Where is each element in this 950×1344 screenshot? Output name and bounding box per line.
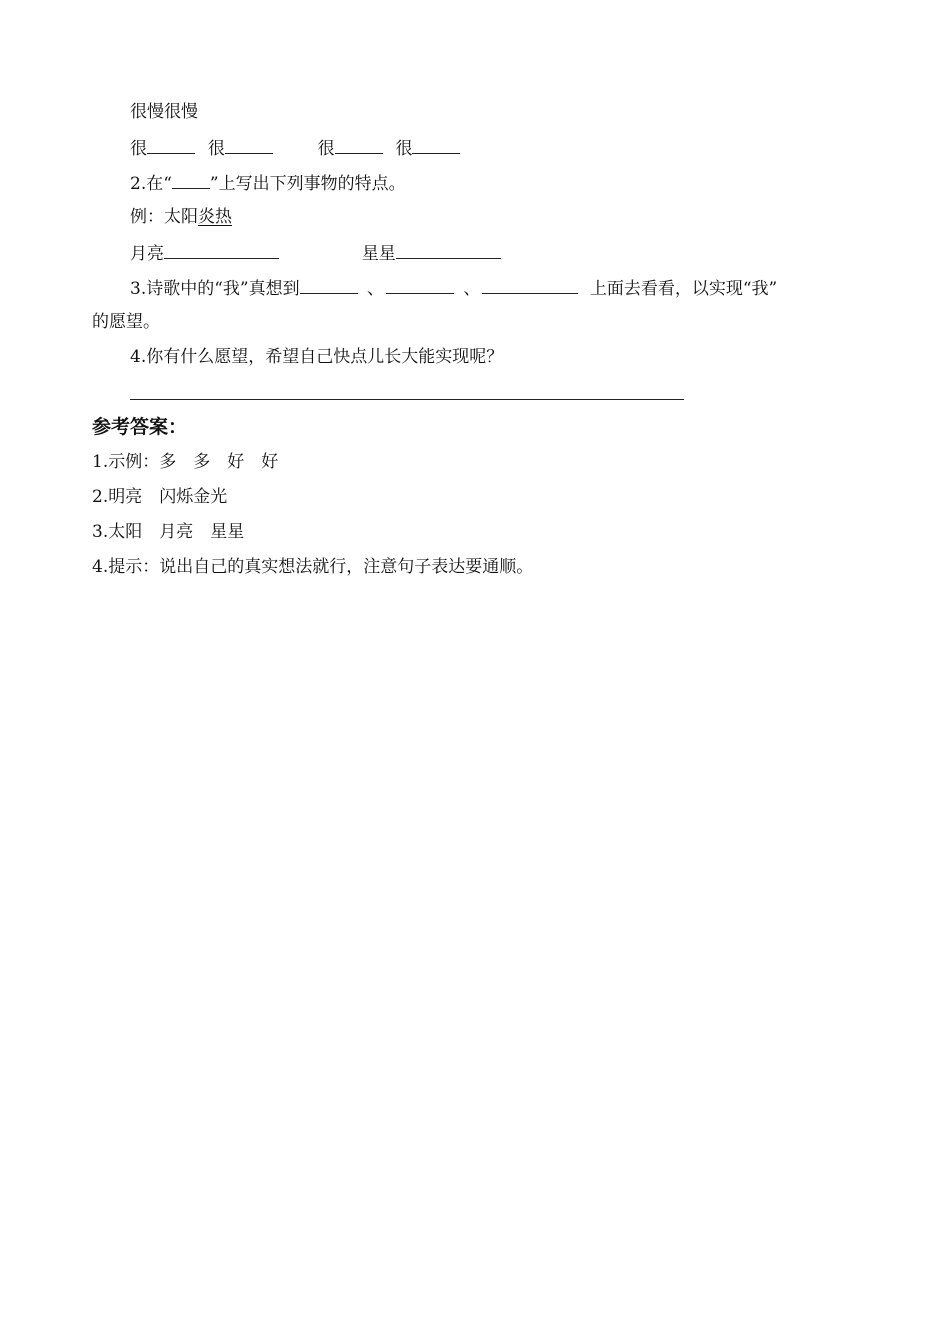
q3-blank-1[interactable] (300, 275, 358, 294)
q3-line-1 (130, 275, 777, 299)
q4-answer-line[interactable] (130, 399, 684, 400)
q2-stars-label: 星星 (361, 244, 396, 264)
q3-blank-3[interactable] (482, 275, 578, 294)
q2-example-prefix: 例：太阳 (130, 207, 198, 227)
q1-blank-2[interactable] (225, 135, 273, 154)
q3-line-2: 的愿望。 (92, 312, 160, 332)
q3-text: 3.诗歌中的“我”真想到 (130, 279, 300, 299)
q1-blanks-row (130, 135, 460, 159)
answers-heading: 参考答案： (92, 416, 188, 438)
q1-hen-3: 很 (317, 139, 335, 159)
q2-prompt (130, 170, 406, 194)
q4-text: 4.你有什么愿望，希望自己快点儿长大能实现呢？ (130, 347, 504, 367)
q2-sample-blank (172, 170, 210, 189)
q2-suffix: ”上写出下列事物的特点。 (209, 174, 406, 194)
q2-prefix: 2.在“ (130, 174, 172, 194)
answer-2: 2.明亮 闪烁金光 (92, 487, 228, 507)
q2-stars-blank[interactable] (396, 240, 501, 259)
q1-word: 很慢很慢 (130, 102, 198, 122)
q3-sep-1: 、 (367, 279, 385, 299)
q1-hen-2: 很 (207, 139, 225, 159)
q1-blank-3[interactable] (335, 135, 383, 154)
answer-4: 4.提示：说出自己的真实想法就行，注意句子表达要通顺。 (92, 557, 534, 577)
q2-example-answer: 炎热 (198, 207, 232, 227)
q2-items-row (130, 240, 501, 264)
q2-moon-blank[interactable] (164, 240, 279, 259)
q2-moon-label: 月亮 (130, 244, 164, 264)
q3-blank-2[interactable] (386, 275, 454, 294)
answer-3: 3.太阳 月亮 星星 (92, 522, 245, 542)
q1-hen-4: 很 (395, 139, 413, 159)
q1-hen-1: 很 (130, 139, 147, 159)
q1-blank-4[interactable] (412, 135, 460, 154)
q1-blank-1[interactable] (147, 135, 195, 154)
q3-sep-2: 、 (463, 279, 481, 299)
q3-end: 上面去看看，以实现“我” (589, 279, 778, 299)
q2-example (130, 205, 232, 229)
answer-1: 1.示例：多 多 好 好 (92, 452, 279, 472)
